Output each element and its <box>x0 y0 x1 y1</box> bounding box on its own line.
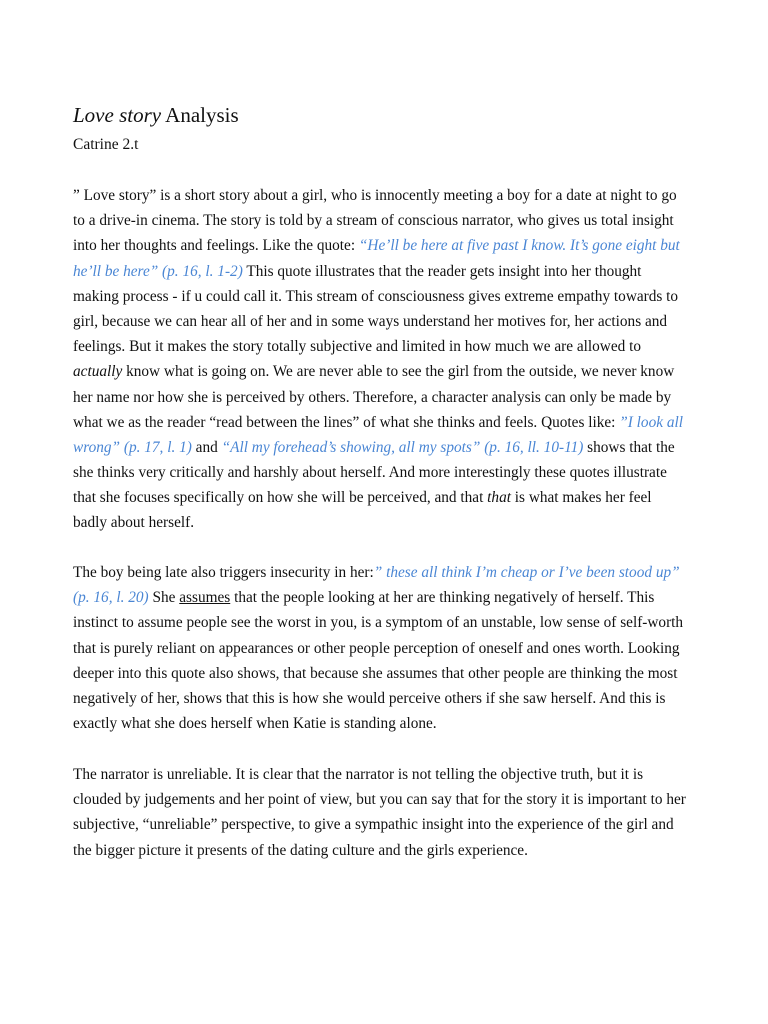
title-rest: Analysis <box>161 103 239 127</box>
title-italic: Love story <box>73 103 162 127</box>
text-line <box>73 762 686 787</box>
quote-run: (p. 16, l. 20) <box>73 589 149 607</box>
text-line <box>73 435 683 460</box>
text-line <box>73 838 686 863</box>
text-run: badly about herself. <box>73 514 195 532</box>
text-run: She <box>148 589 180 607</box>
text-line <box>73 510 683 535</box>
emphasis-run: actually <box>73 363 123 381</box>
text-run: is what makes her feel <box>510 489 652 507</box>
quote-run: wrong” (p. 17, l. 1) <box>73 438 192 456</box>
text-line <box>73 485 683 510</box>
text-line <box>73 309 683 334</box>
text-line <box>73 560 683 585</box>
text-line <box>73 711 683 736</box>
text-line <box>73 284 683 309</box>
text-run: girl, because we can hear all of her and in some ways understand her motives for, her actions and <box>73 312 668 330</box>
text-run: negatively of her, shows that this is how she would perceive others if she saw herself. And this is <box>73 689 666 707</box>
text-run: making process - if u could call it. This stream of consciousness gives extreme empathy towards to <box>73 287 679 305</box>
text-run: feelings. But it makes the story totally subjective and limited in how much we are allowed to <box>73 338 641 356</box>
text-line <box>73 636 683 661</box>
text-line <box>73 183 683 208</box>
text-run: shows that the <box>583 438 675 456</box>
text-run: The boy being late also triggers insecurity in her: <box>73 564 374 581</box>
text-line <box>73 259 683 284</box>
quote-run: ”I look all <box>619 413 683 431</box>
quote-run: “He’ll be here at five past I know. It’s gone eight but <box>358 237 680 255</box>
paragraph-3 <box>73 762 686 863</box>
text-run: she thinks very critically and harshly about herself. And more interestingly these quotes illustrate <box>73 464 667 482</box>
text-run: clouded by judgements and her point of view, but you can say that for the story it is important to her <box>73 791 686 809</box>
text-line <box>73 585 683 610</box>
text-run: This quote illustrates that the reader gets insight into her thought <box>242 262 642 280</box>
text-line <box>73 460 683 485</box>
text-line <box>73 385 683 410</box>
text-run: that the people looking at her are thinking negatively of herself. This <box>230 589 655 607</box>
text-line <box>73 787 686 812</box>
paragraph-2 <box>73 560 683 736</box>
text-line <box>73 812 686 837</box>
underlined-run: assumes <box>179 589 231 607</box>
text-line <box>73 233 683 258</box>
text-run: exactly what she does herself when Katie is standing alone. <box>73 715 437 733</box>
text-run: The narrator is unreliable. It is clear that the narrator is not telling the objective truth, but it is <box>73 766 644 783</box>
document-title <box>73 101 239 129</box>
text-run: deeper into this quote also shows, that because she assumes that other people are thinking the most <box>73 664 678 682</box>
paragraph-1 <box>73 183 683 536</box>
text-run: that she focuses specifically on how she will be perceived, and that <box>73 489 488 507</box>
text-run: her name nor how she is perceived by others. Therefore, a character analysis can only be made by <box>73 388 672 406</box>
text-line <box>73 661 683 686</box>
text-run: ” Love story” is a short story about a girl, who is innocently meeting a boy for a date at night to go <box>73 187 677 204</box>
text-run: and <box>191 438 222 456</box>
text-line <box>73 610 683 635</box>
text-run: know what is going on. We are never able to see the girl from the outside, we never know <box>122 363 675 381</box>
text-run: into her thoughts and feelings. Like the quote: <box>73 237 359 255</box>
text-run: to a drive-in cinema. The story is told by a stream of conscious narrator, who gives us total insight <box>73 212 674 230</box>
text-run: that is purely reliant on appearances or other people perception of oneself and ones worth. Looking <box>73 639 680 657</box>
text-line <box>73 208 683 233</box>
text-line <box>73 686 683 711</box>
text-line <box>73 334 683 359</box>
author-line: Catrine 2.t <box>73 136 139 153</box>
text-run: instinct to assume people see the worst in you, is a symptom of an unstable, low sense of self-worth <box>73 614 684 632</box>
text-line <box>73 359 683 384</box>
text-run: what we as the reader “read between the lines” of what she thinks and feels. Quotes like: <box>73 413 620 431</box>
text-run: the bigger picture it presents of the dating culture and the girls experience. <box>73 841 528 859</box>
quote-run: he’ll be here” (p. 16, l. 1-2) <box>73 262 243 280</box>
quote-run: ” these all think I’m cheap or I’ve been stood up” <box>373 564 680 581</box>
emphasis-run: that <box>487 489 511 507</box>
quote-run: “All my forehead’s showing, all my spots” (p. 16, ll. 10-11) <box>221 438 584 456</box>
text-line <box>73 410 683 435</box>
text-run: subjective, “unreliable” perspective, to give a sympathic insight into the experience of the girl and <box>73 816 674 834</box>
